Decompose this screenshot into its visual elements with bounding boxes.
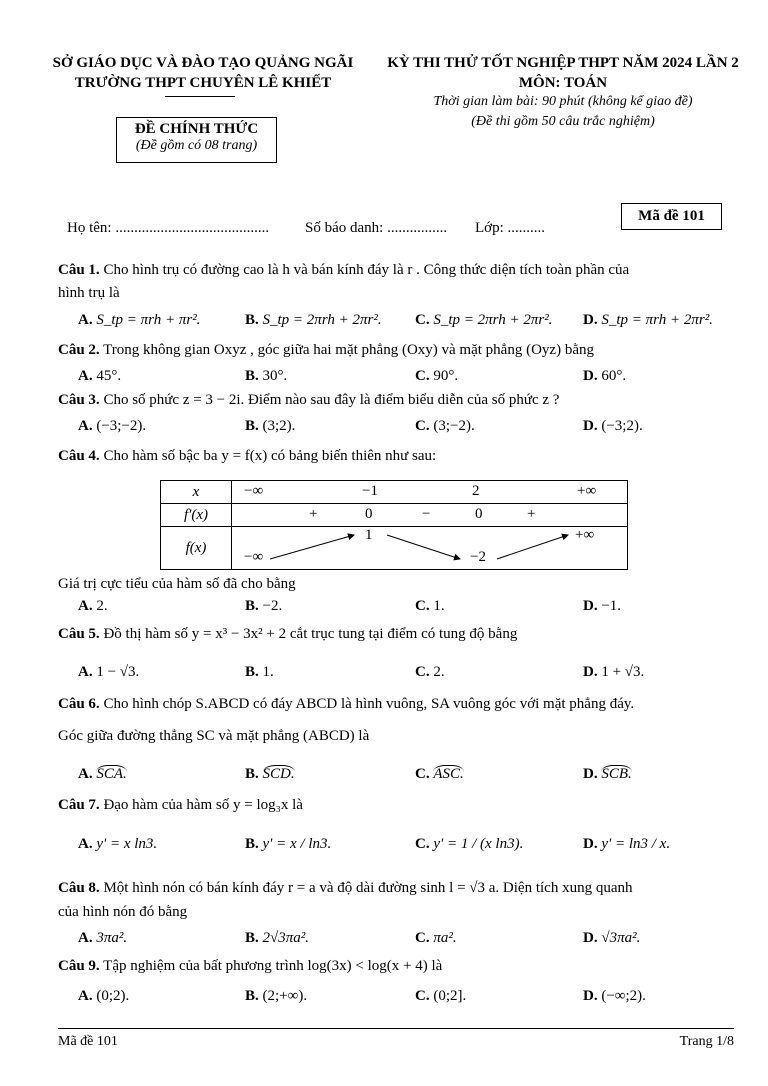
option-letter: B. [245, 664, 259, 680]
option-value: SCB. [601, 766, 632, 782]
option-value: 2. [96, 598, 108, 614]
bbt-f-val: +∞ [575, 527, 595, 543]
student-id-field: Số báo danh: ................ [305, 220, 448, 236]
option-letter: A. [78, 836, 93, 852]
option-value: (3;−2). [433, 418, 475, 434]
q2-option-c[interactable] [415, 368, 458, 385]
department-name: SỞ GIÁO DỤC VÀ ĐÀO TẠO QUẢNG NGÃI [52, 55, 354, 71]
bbt-fp-label: f′(x) [161, 504, 232, 527]
q4-option-a[interactable] [78, 598, 108, 615]
official-subtitle: (Đề gồm có 08 trang) [135, 138, 258, 153]
q6-option-d[interactable] [583, 766, 632, 783]
subject: MÔN: TOÁN [518, 75, 608, 91]
option-value: (−3;−2). [96, 418, 147, 434]
q8-option-d[interactable] [583, 930, 640, 947]
option-value: 1. [262, 664, 274, 680]
option-letter: D. [583, 766, 598, 782]
option-letter: A. [78, 598, 93, 614]
option-letter: C. [415, 988, 430, 1004]
bbt-arrows [232, 527, 628, 571]
question-text: Đồ thị hàm số y = x³ − 3x² + 2 cắt trục tung tại điểm có tung độ bằng [103, 626, 518, 642]
q6-option-c[interactable] [415, 766, 464, 783]
question-text: Một hình nón có bán kính đáy r = a và độ dài đường sinh l = √3 a. Diện tích xung quanh [103, 880, 633, 896]
option-letter: A. [78, 368, 93, 384]
q2-option-a[interactable] [78, 368, 121, 385]
header-underline [165, 96, 235, 97]
bbt-x-row [232, 481, 628, 504]
option-value: 90°. [433, 368, 459, 384]
option-value: 45°. [96, 368, 122, 384]
option-value: SCD. [262, 766, 295, 782]
option-value: S_tp = πrh + πr². [96, 312, 201, 328]
option-value: √3πa². [601, 930, 641, 946]
option-letter: B. [245, 312, 259, 328]
option-letter: A. [78, 664, 93, 680]
option-value: (2;+∞). [262, 988, 308, 1004]
bbt-f-label: f(x) [161, 527, 232, 570]
q5-option-c[interactable] [415, 664, 445, 681]
bbt-fp-val: 0 [365, 506, 373, 522]
option-letter: C. [415, 368, 430, 384]
option-value: 3πa². [96, 930, 128, 946]
option-letter: A. [78, 312, 93, 328]
q3-option-a[interactable] [78, 418, 146, 435]
q8-option-b[interactable] [245, 930, 309, 947]
option-letter: C. [415, 418, 430, 434]
question-label: Câu 1. [58, 262, 100, 278]
option-value: 1 + √3. [601, 664, 645, 680]
option-letter: B. [245, 418, 259, 434]
q6-option-b[interactable] [245, 766, 295, 783]
option-letter: C. [415, 766, 430, 782]
question-label: Câu 3. [58, 392, 100, 408]
question-label: Câu 9. [58, 958, 100, 974]
variation-table [160, 480, 628, 570]
option-value: S_tp = 2πrh + 2πr². [262, 312, 382, 328]
bbt-x-val: +∞ [577, 483, 597, 499]
option-letter: B. [245, 766, 259, 782]
question-text: Cho hàm số bậc ba y = f(x) có bảng biến thiên như sau: [103, 448, 437, 464]
option-value: πa². [433, 930, 457, 946]
option-letter: A. [78, 766, 93, 782]
footer-exam-code: Mã đề 101 [58, 1034, 118, 1049]
official-box [116, 117, 277, 163]
q1-option-a[interactable] [78, 312, 200, 329]
q7-option-c[interactable] [415, 836, 523, 853]
question-text: Cho hình trụ có đường cao là h và bán kính đáy là r . Công thức diện tích toàn phần của [103, 262, 630, 278]
question-8 [58, 880, 728, 897]
option-letter: C. [415, 930, 430, 946]
option-letter: D. [583, 368, 598, 384]
option-letter: D. [583, 598, 598, 614]
question-text: Cho số phức z = 3 − 2i. Điểm nào sau đây là điểm biểu diễn của số phức z ? [103, 392, 560, 408]
student-class-field: Lớp: .......... [475, 220, 546, 236]
bbt-x-label: x [161, 481, 232, 504]
bbt-fp-val: − [422, 506, 431, 522]
option-value: (0;2). [96, 988, 130, 1004]
option-letter: A. [78, 418, 93, 434]
option-letter: B. [245, 930, 259, 946]
question-8-cont: của hình nón đó bằng [58, 904, 188, 920]
time-info: Thời gian làm bài: 90 phút (không kể giao đề) [433, 94, 693, 109]
question-9 [58, 958, 728, 975]
bbt-f-row [232, 527, 628, 570]
bbt-fp-row [232, 504, 628, 527]
option-letter: D. [583, 664, 598, 680]
option-value: (−3;2). [601, 418, 643, 434]
option-value: 60°. [601, 368, 627, 384]
question-label: Câu 5. [58, 626, 100, 642]
option-value: 30°. [262, 368, 288, 384]
q5-option-a[interactable] [78, 664, 139, 681]
question-text: Đạo hàm của hàm số y = log₃x là [103, 797, 303, 813]
q7-option-b[interactable] [245, 836, 331, 853]
bbt-x-val: −∞ [244, 483, 264, 499]
question-text: Tập nghiệm của bất phương trình log(3x) < log(x + 4) là [103, 958, 443, 974]
option-value: (−∞;2). [601, 988, 646, 1004]
option-value: 1 − √3. [96, 664, 140, 680]
q9-option-d[interactable] [583, 988, 646, 1005]
option-value: 2. [433, 664, 445, 680]
bbt-x-val: 2 [472, 483, 480, 499]
option-value: (0;2]. [433, 988, 467, 1004]
q2-option-b[interactable] [245, 368, 287, 385]
option-letter: C. [415, 664, 430, 680]
question-label: Câu 2. [58, 342, 100, 358]
option-value: y' = ln3 / x. [601, 836, 671, 852]
question-label: Câu 6. [58, 696, 100, 712]
q8-option-c[interactable] [415, 930, 457, 947]
bbt-fp-val: 0 [475, 506, 483, 522]
option-value: −2. [262, 598, 283, 614]
q5-option-b[interactable] [245, 664, 274, 681]
option-value: y' = x ln3. [96, 836, 158, 852]
q3-option-d[interactable] [583, 418, 643, 435]
option-letter: D. [583, 930, 598, 946]
q1-option-d[interactable] [583, 312, 713, 329]
option-value: S_tp = πrh + 2πr². [601, 312, 713, 328]
bbt-f-val: −2 [470, 549, 486, 565]
bbt-fp-val: + [527, 506, 536, 522]
q4-option-b[interactable] [245, 598, 282, 615]
option-letter: D. [583, 312, 598, 328]
option-letter: C. [415, 312, 430, 328]
question-6 [58, 696, 728, 713]
option-value: SCA. [96, 766, 127, 782]
question-3 [58, 392, 728, 409]
question-7 [58, 797, 728, 814]
option-letter: B. [245, 988, 259, 1004]
option-letter: B. [245, 368, 259, 384]
question-1 [58, 262, 728, 279]
exam-title: KỲ THI THỬ TỐT NGHIỆP THPT NĂM 2024 LẦN 2 [387, 55, 739, 71]
option-value: −1. [601, 598, 622, 614]
option-letter: C. [415, 598, 430, 614]
option-value: ASC. [433, 766, 464, 782]
q8-option-a[interactable] [78, 930, 127, 947]
bbt-x-val: −1 [362, 483, 378, 499]
question-text: Trong không gian Oxyz , góc giữa hai mặt phẳng (Oxy) và mặt phẳng (Oyz) bằng [103, 342, 594, 358]
bbt-f-val: −∞ [244, 549, 264, 565]
q7-option-d[interactable] [583, 836, 670, 853]
q9-option-a[interactable] [78, 988, 129, 1005]
option-letter: A. [78, 930, 93, 946]
q3-option-c[interactable] [415, 418, 475, 435]
option-value: 1. [433, 598, 445, 614]
option-letter: C. [415, 836, 430, 852]
q3-option-b[interactable] [245, 418, 295, 435]
option-letter: B. [245, 598, 259, 614]
q7-option-a[interactable] [78, 836, 157, 853]
official-title: ĐỀ CHÍNH THỨC [134, 121, 259, 137]
option-letter: D. [583, 836, 598, 852]
option-value: y' = x / ln3. [262, 836, 332, 852]
question-4-cont: Giá trị cực tiểu của hàm số đã cho bằng [58, 576, 296, 592]
option-letter: A. [78, 988, 93, 1004]
question-5 [58, 626, 728, 643]
q4-option-c[interactable] [415, 598, 445, 615]
footer-rule [58, 1028, 734, 1029]
q2-option-d[interactable] [583, 368, 626, 385]
q6-option-a[interactable] [78, 766, 127, 783]
q5-option-d[interactable] [583, 664, 644, 681]
option-letter: D. [583, 418, 598, 434]
question-label: Câu 7. [58, 797, 100, 813]
question-6-cont: Góc giữa đường thẳng SC và mặt phẳng (ABCD) là [58, 728, 370, 744]
question-2 [58, 342, 728, 359]
question-1-cont: hình trụ là [58, 285, 120, 301]
option-letter: D. [583, 988, 598, 1004]
q9-option-c[interactable] [415, 988, 466, 1005]
question-text: Cho hình chóp S.ABCD có đáy ABCD là hình vuông, SA vuông góc với mặt phẳng đáy. [103, 696, 635, 712]
student-name-field: Họ tên: ......................................... [67, 220, 270, 236]
school-name: TRƯỜNG THPT CHUYÊN LÊ KHIẾT [74, 75, 332, 91]
option-value: y' = 1 / (x ln3). [433, 836, 524, 852]
q1-option-c[interactable] [415, 312, 552, 329]
q9-option-b[interactable] [245, 988, 307, 1005]
question-label: Câu 4. [58, 448, 100, 464]
option-value: (3;2). [262, 418, 296, 434]
option-value: 2√3πa². [262, 930, 310, 946]
q4-option-d[interactable] [583, 598, 621, 615]
option-letter: B. [245, 836, 259, 852]
bbt-f-val: 1 [365, 527, 373, 543]
question-count: (Đề thi gồm 50 câu trắc nghiệm) [471, 114, 655, 129]
question-label: Câu 8. [58, 880, 100, 896]
question-4 [58, 448, 728, 465]
bbt-fp-val: + [309, 506, 318, 522]
q1-option-b[interactable] [245, 312, 382, 329]
exam-code-box: Mã đề 101 [621, 203, 722, 230]
option-value: S_tp = 2πrh + 2πr². [433, 312, 553, 328]
footer-page-number: Trang 1/8 [679, 1034, 734, 1049]
